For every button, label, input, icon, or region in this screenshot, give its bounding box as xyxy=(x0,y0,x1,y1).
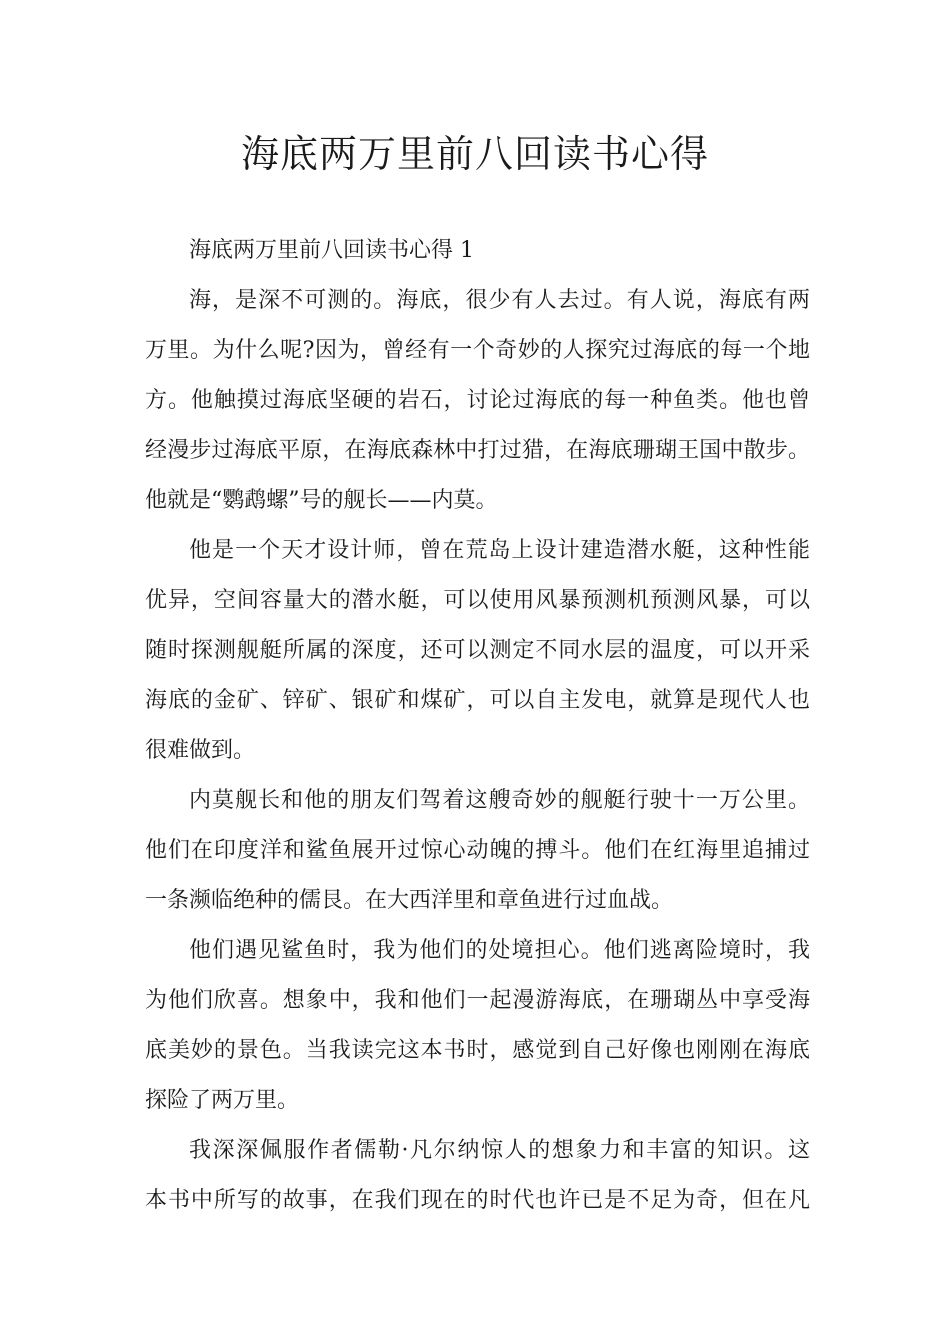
text-line: 优异，空间容量大的潜水艇，可以使用风暴预测机预测风暴，可以 xyxy=(145,588,810,613)
text-line: 他们在印度洋和鲨鱼展开过惊心动魄的搏斗。他们在红海里追捕过 xyxy=(145,838,810,863)
text-line: 他是一个天才设计师，曾在荒岛上设计建造潜水艇，这种性能 xyxy=(189,538,810,563)
text-line: 海底的金矿、锌矿、银矿和煤矿，可以自主发电，就算是现代人也 xyxy=(145,688,810,713)
text-line: 他们遇见鲨鱼时，我为他们的处境担心。他们逃离险境时，我 xyxy=(189,938,810,963)
text-line: 一条濒临绝种的儒艮。在大西洋里和章鱼进行过血战。 xyxy=(145,888,674,913)
text-line: 他就是“鹦鹉螺”号的舰长——内莫。 xyxy=(145,488,498,513)
text-line: 很难做到。 xyxy=(145,738,256,763)
section-heading: 海底两万里前八回读书心得 1 xyxy=(189,238,474,263)
text-line: 我深深佩服作者儒勒·凡尔纳惊人的想象力和丰富的知识。这 xyxy=(189,1138,810,1163)
document-title: 海底两万里前八回读书心得 xyxy=(240,132,709,176)
text-line: 海，是深不可测的。海底，很少有人去过。有人说，海底有两 xyxy=(189,288,810,313)
text-line: 随时探测舰艇所属的深度，还可以测定不同水层的温度，可以开采 xyxy=(145,638,810,663)
text-line: 本书中所写的故事，在我们现在的时代也许已是不足为奇，但在凡 xyxy=(145,1188,810,1213)
document-body xyxy=(145,226,810,1226)
text-line: 底美妙的景色。当我读完这本书时，感觉到自己好像也刚刚在海底 xyxy=(145,1038,810,1063)
text-line: 万里。为什么呢?因为，曾经有一个奇妙的人探究过海底的每一个地 xyxy=(145,338,810,363)
text-line: 经漫步过海底平原，在海底森林中打过猎，在海底珊瑚王国中散步。 xyxy=(145,438,810,463)
text-line: 为他们欣喜。想象中，我和他们一起漫游海底，在珊瑚丛中享受海 xyxy=(145,988,810,1013)
text-line: 内莫舰长和他的朋友们驾着这艘奇妙的舰艇行驶十一万公里。 xyxy=(189,788,810,813)
text-line: 方。他触摸过海底坚硬的岩石，讨论过海底的每一种鱼类。他也曾 xyxy=(145,388,810,413)
text-line: 探险了两万里。 xyxy=(145,1088,300,1113)
